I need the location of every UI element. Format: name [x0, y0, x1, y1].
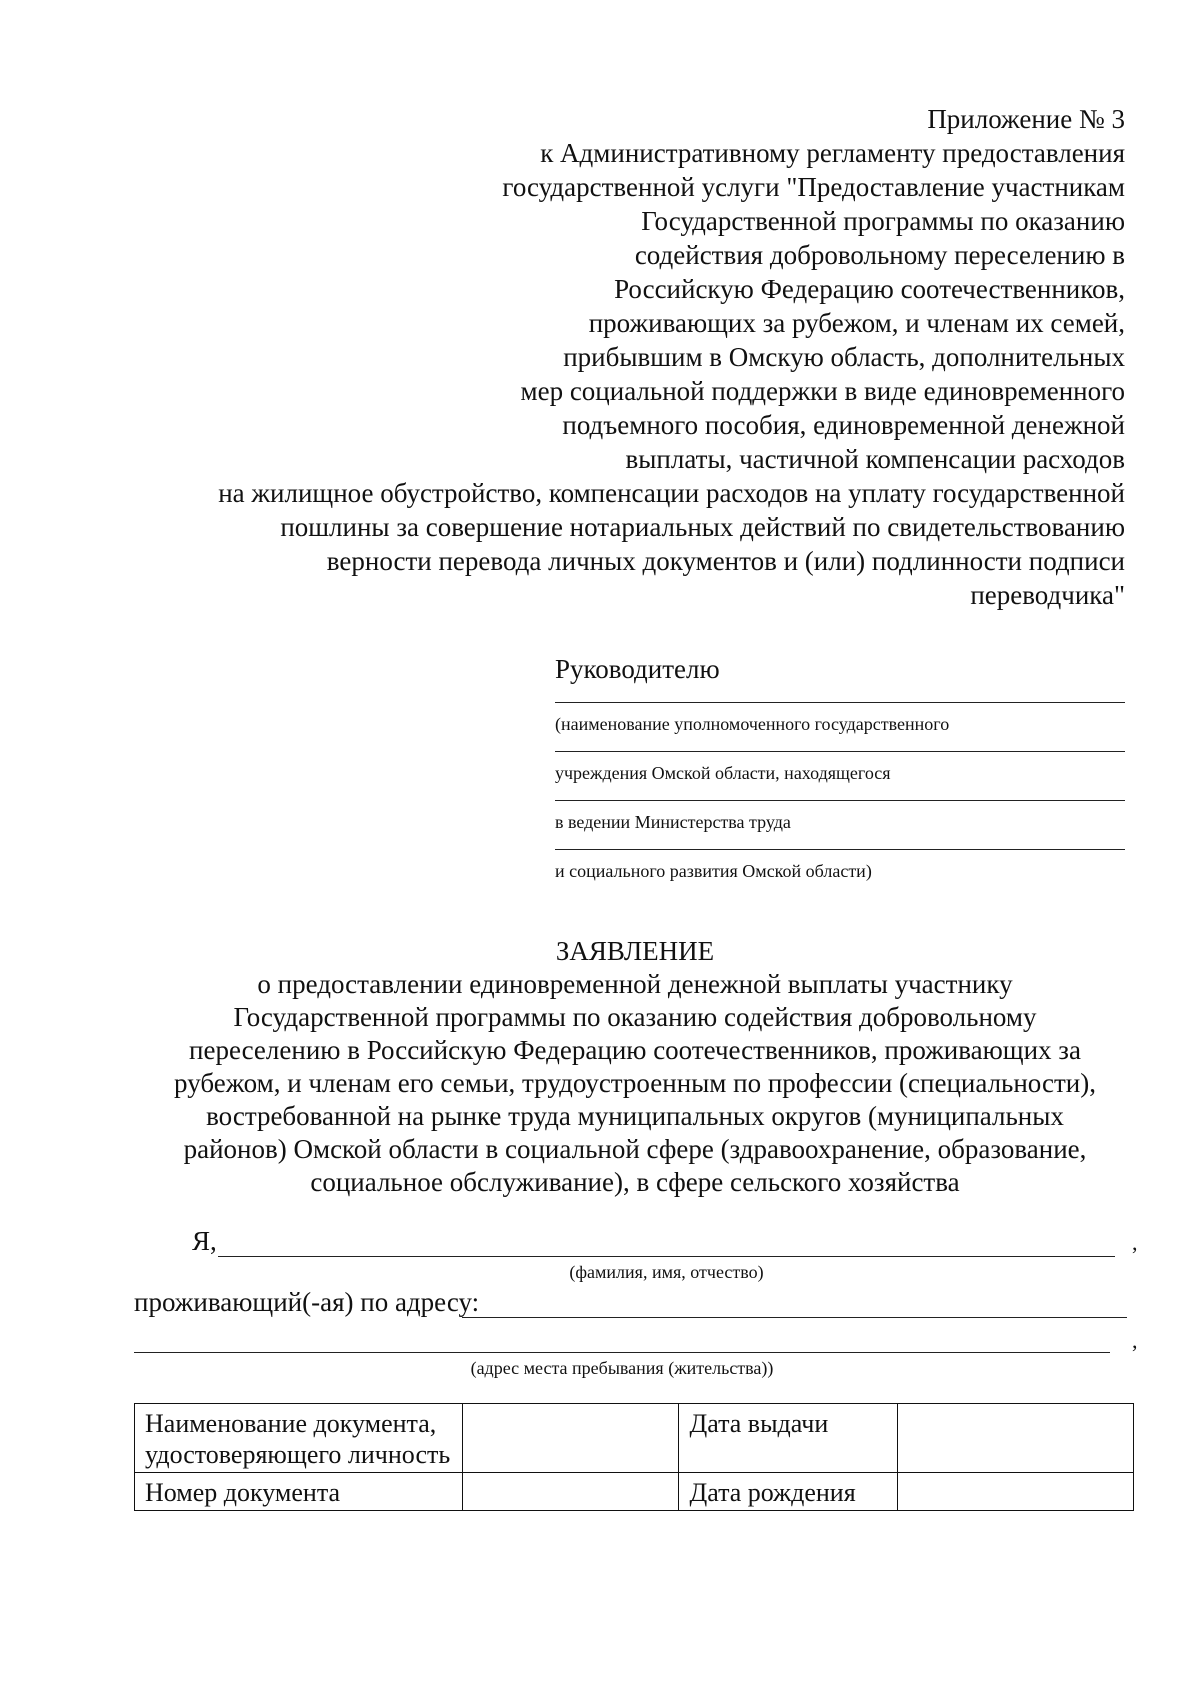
document-number-value[interactable]	[463, 1473, 679, 1511]
appendix-line: государственной услуги "Предоставление участникам	[502, 172, 1125, 202]
appendix-line: переводчика"	[970, 580, 1125, 610]
application-subject-line: социальное обслуживание), в сфере сельского хозяйства	[310, 1167, 960, 1197]
identity-document-table	[134, 1403, 1134, 1511]
application-subject-line: о предоставлении единовременной денежной выплаты участнику	[257, 969, 1013, 999]
addressee-caption: (наименование уполномоченного государственного	[555, 714, 950, 734]
appendix-line: верности перевода личных документов и (или) подлинности подписи	[326, 546, 1125, 576]
issue-date-value[interactable]	[898, 1404, 1134, 1473]
application-subject-line: районов) Омской области в социальной сфере (здравоохранение, образование,	[183, 1134, 1087, 1164]
appendix-line: содействия добровольному переселению в	[634, 240, 1125, 270]
table-row	[135, 1404, 1134, 1473]
appendix-line: Российскую Федерацию соотечественников,	[614, 274, 1125, 304]
addressee-caption: в ведении Министерства труда	[555, 812, 791, 832]
appendix-number: Приложение № 3	[927, 104, 1125, 134]
address-comma: ,	[1132, 1328, 1138, 1353]
i-label: Я,	[192, 1226, 217, 1256]
appendix-line: к Административному регламенту предоставления	[540, 138, 1125, 168]
addressee-caption: учреждения Омской области, находящегося	[555, 763, 891, 783]
document-name-label: Наименование документа, удостоверяющего личность	[135, 1404, 463, 1473]
addressee-caption: и социального развития Омской области)	[555, 861, 872, 881]
fio-caption: (фамилия, имя, отчество)	[569, 1262, 764, 1282]
fio-input-line[interactable]	[218, 1256, 1115, 1257]
appendix-line: мер социальной поддержки в виде единовременного	[520, 376, 1125, 406]
appendix-line: пошлины за совершение нотариальных действий по свидетельствованию	[280, 512, 1125, 542]
address-input-line[interactable]	[462, 1317, 1127, 1318]
birth-date-value[interactable]	[898, 1473, 1134, 1511]
document-number-label: Номер документа	[135, 1473, 463, 1511]
application-subject-line: Государственной программы по оказанию содействия добровольному	[233, 1002, 1037, 1032]
issue-date-label: Дата выдачи	[679, 1404, 898, 1473]
appendix-line: на жилищное обустройство, компенсации расходов на уплату государственной	[218, 478, 1125, 508]
application-subject-line: рубежом, и членам его семьи, трудоустроенным по профессии (специальности),	[174, 1068, 1096, 1098]
table-row	[135, 1473, 1134, 1511]
appendix-line: прибывшим в Омскую область, дополнительных	[563, 342, 1125, 372]
birth-date-label: Дата рождения	[679, 1473, 898, 1511]
appendix-line: выплаты, частичной компенсации расходов	[625, 444, 1125, 474]
appendix-line: Государственной программы по оказанию	[641, 206, 1125, 236]
appendix-line: проживающих за рубежом, и членам их семей,	[588, 308, 1125, 338]
application-title	[120, 935, 1150, 1199]
document-name-value[interactable]	[463, 1404, 679, 1473]
fio-comma: ,	[1132, 1230, 1138, 1255]
addressee-block	[555, 652, 1125, 898]
appendix-header	[120, 102, 1125, 612]
appendix-line: подъемного пособия, единовременной денежной	[562, 410, 1125, 440]
address-input-line-2[interactable]	[134, 1352, 1110, 1353]
application-subject-line: востребованной на рынке труда муниципальных округов (муниципальных	[206, 1101, 1064, 1131]
application-subject-line: переселению в Российскую Федерацию соотечественников, проживающих за	[189, 1035, 1081, 1065]
address-label: проживающий(-ая) по адресу:	[134, 1287, 480, 1317]
addressee-title: Руководителю	[555, 654, 720, 684]
address-caption: (адрес места пребывания (жительства))	[470, 1358, 774, 1378]
application-heading: ЗАЯВЛЕНИЕ	[555, 936, 715, 966]
